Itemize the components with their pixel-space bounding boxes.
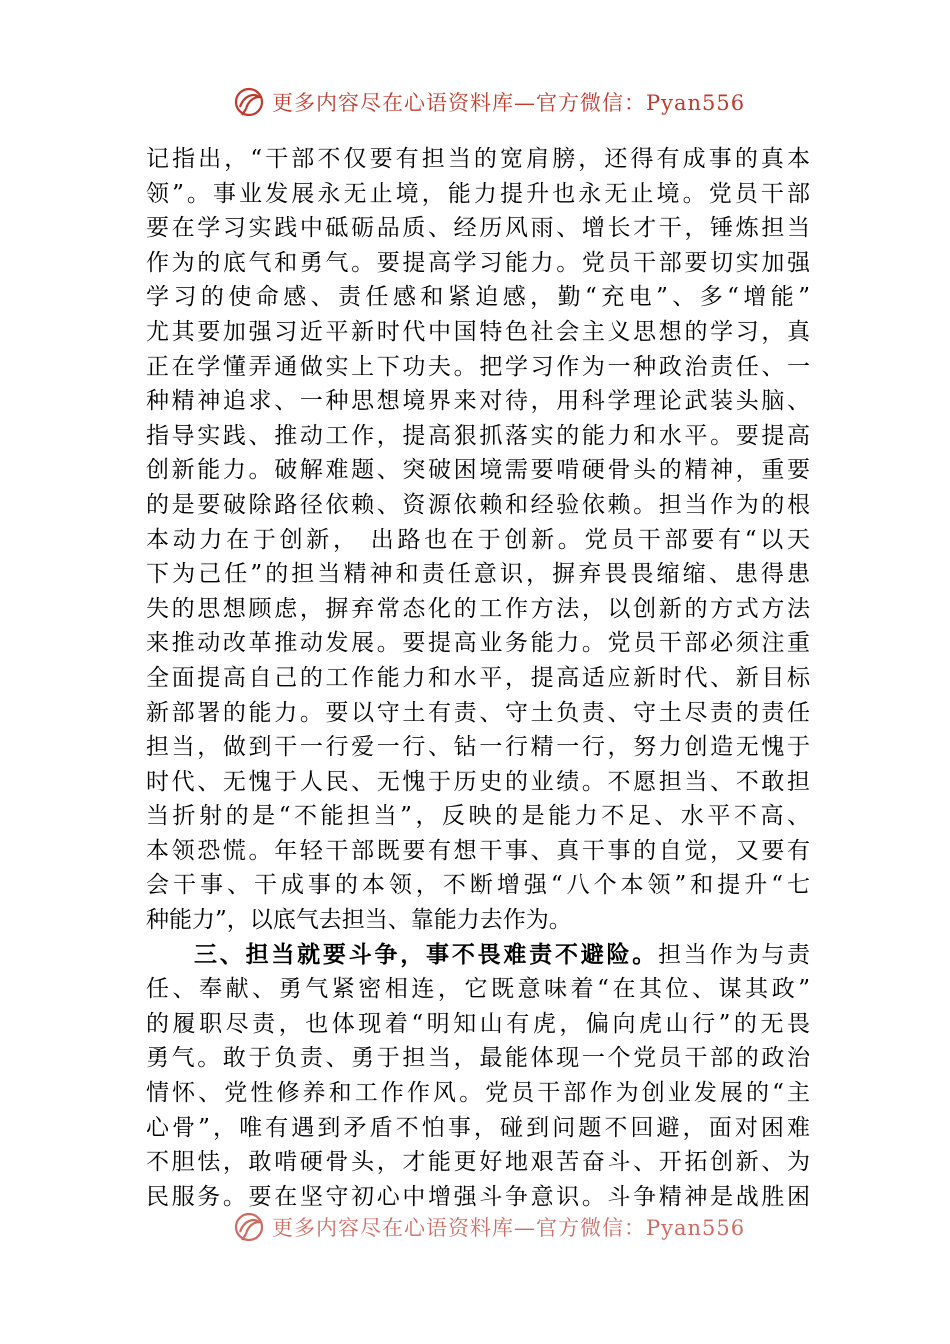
paragraph: [146, 938, 810, 1215]
paragraph-line: 要在学习实践中砥砺品质、经历风雨、增长才干，锤炼担当: [146, 215, 810, 242]
paragraph-line: 任、奉献、勇气紧密相连，它既意味着“在其位、谋其政”: [146, 976, 810, 1003]
paragraph: [146, 142, 810, 938]
paragraph-line: 领”。事业发展永无止境，能力提升也永无止境。党员干部: [146, 180, 810, 207]
paragraph-line: 的是要破除路径依赖、资源依赖和经验依赖。担当作为的根: [146, 491, 810, 518]
section-heading: 三、担当就要斗争，事不畏难责不避险。: [194, 941, 659, 968]
paragraph-line: 下为己任”的担当精神和责任意识，摒弃畏畏缩缩、患得患: [146, 561, 810, 588]
paragraph-line: 担当，做到干一行爱一行、钻一行精一行，努力创造无愧于: [146, 734, 810, 761]
paragraph-line: 种能力”，以底气去担当、靠能力去作为。: [146, 907, 572, 934]
paragraph-line: 本动力在于创新， 出路也在于创新。党员干部要有“以天: [146, 526, 810, 553]
watermark-text: 更多内容尽在心语资料库—官方微信：Pyan556: [272, 91, 746, 115]
paragraph-line: 民服务。要在坚守初心中增强斗争意识。斗争精神是战胜困: [146, 1183, 810, 1210]
swirl-logo-icon: [232, 1210, 266, 1244]
paragraph-line: 时代、无愧于人民、无愧于历史的业绩。不愿担当、不敢担: [146, 768, 810, 795]
paragraph-line: 失的思想顾虑，摒弃常态化的工作方法，以创新的方式方法: [146, 595, 810, 622]
paragraph-line: 作为的底气和勇气。要提高学习能力。党员干部要切实加强: [146, 249, 810, 276]
paragraph-line: 本领恐慌。年轻干部既要有想干事、真干事的自觉，又要有: [146, 837, 810, 864]
paragraph-line: 种精神追求、一种思想境界来对待，用科学理论武装头脑、: [146, 388, 810, 415]
heading-line-rest: 担当作为与责: [658, 941, 810, 968]
paragraph-line: 学习的使命感、责任感和紧迫感，勤“充电”、多“增能”: [146, 284, 810, 311]
paragraph-line: 全面提高自己的工作能力和水平，提高适应新时代、新目标: [146, 664, 810, 691]
paragraph-line: [146, 938, 810, 973]
paragraph-line: 正在学懂弄通做实上下功夫。把学习作为一种政治责任、一: [146, 353, 810, 380]
paragraph-line: 不胆怯，敢啃硬骨头，才能更好地艰苦奋斗、开拓创新、为: [146, 1149, 810, 1176]
swirl-logo-icon: [232, 85, 266, 119]
watermark-header: [232, 84, 752, 120]
watermark-text: 更多内容尽在心语资料库—官方微信：Pyan556: [272, 1216, 746, 1240]
paragraph-line: 勇气。敢于负责、勇于担当，最能体现一个党员干部的政治: [146, 1045, 810, 1072]
paragraph-line: 会干事、干成事的本领，不断增强“八个本领”和提升“七: [146, 872, 810, 899]
paragraph-line: 的履职尽责，也体现着“明知山有虎，偏向虎山行”的无畏: [146, 1010, 810, 1037]
paragraph-line: 指导实践、推动工作，提高狠抓落实的能力和水平。要提高: [146, 422, 810, 449]
paragraph-line: 当折射的是“不能担当”，反映的是能力不足、水平不高、: [146, 803, 810, 830]
paragraph-line: 新部署的能力。要以守土有责、守土负责、守土尽责的责任: [146, 699, 810, 726]
paragraph-line: 来推动改革推动发展。要提高业务能力。党员干部必须注重: [146, 630, 810, 657]
document-body: [146, 142, 810, 1214]
paragraph-line: 尤其要加强习近平新时代中国特色社会主义思想的学习，真: [146, 318, 810, 345]
paragraph-line: 创新能力。破解难题、突破困境需要啃硬骨头的精神，重要: [146, 457, 810, 484]
watermark-footer: [232, 1209, 752, 1245]
paragraph-line: 记指出，“干部不仅要有担当的宽肩膀，还得有成事的真本: [146, 146, 810, 172]
paragraph-line: 情怀、党性修养和工作作风。党员干部作为创业发展的“主: [146, 1080, 810, 1107]
paragraph-line: 心骨”，唯有遇到矛盾不怕事，碰到问题不回避，面对困难: [146, 1114, 810, 1141]
